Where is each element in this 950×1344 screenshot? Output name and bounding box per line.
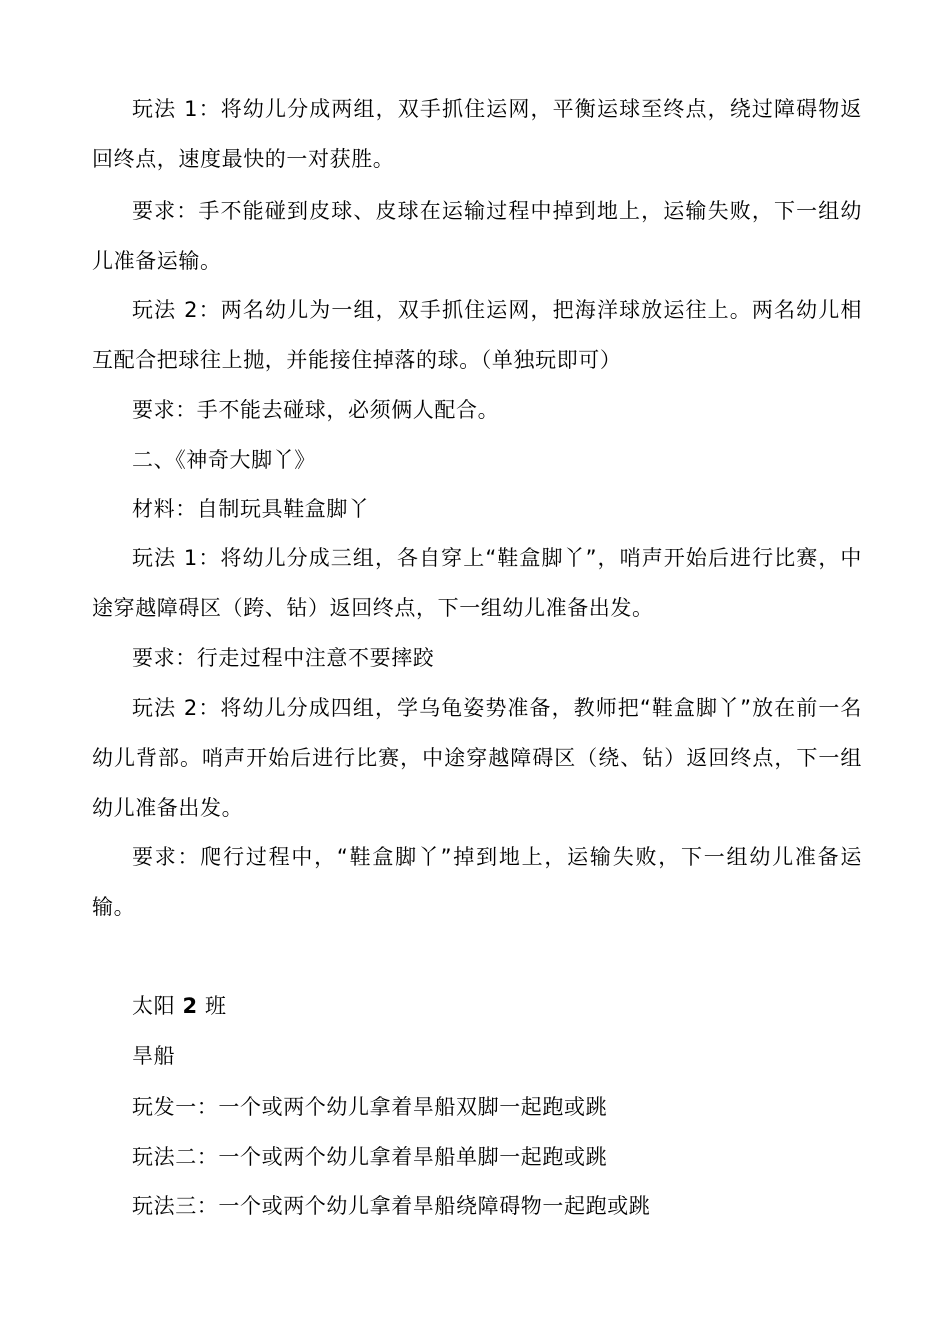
section2-play1: 玩法 1：将幼儿分成三组，各自穿上“鞋盒脚丫”，哨声开始后进行比赛，中途穿越障碍区（跨、钻）返回终点，下一组幼儿准备出发。 xyxy=(92,546,862,620)
section1-play2: 玩法 2：两名幼儿为一组，双手抓住运网，把海洋球放运往上。两名幼儿相互配合把球往上抛，并能接住掉落的球。（单独玩即可） xyxy=(92,298,862,372)
class-heading xyxy=(92,981,862,1031)
class-suffix: 班 xyxy=(197,994,227,1018)
section2-requirement1: 要求：行走过程中注意不要摔跤 xyxy=(132,646,435,670)
section1-requirement1: 要求：手不能碰到皮球、皮球在运输过程中掉到地上，运输失败，下一组幼儿准备运输。 xyxy=(92,199,862,273)
section3-play3: 玩法三：一个或两个幼儿拿着旱船绕障碍物一起跑或跳 xyxy=(132,1194,651,1218)
section2-title: 二、《神奇大脚丫》 xyxy=(132,448,316,472)
section2-play2: 玩法 2：将幼儿分成四组，学乌龟姿势准备，教师把“鞋盒脚丫”放在前一名幼儿背部。哨声开始后进行比赛，中途穿越障碍区（绕、钻）返回终点，下一组幼儿准备出发。 xyxy=(92,696,862,820)
section3-play2: 玩法二：一个或两个幼儿拿着旱船单脚一起跑或跳 xyxy=(132,1145,608,1169)
section2-material: 材料：自制玩具鞋盒脚丫 xyxy=(132,497,370,521)
class-prefix: 太阳 xyxy=(132,994,183,1018)
section3-play1: 玩发一：一个或两个幼儿拿着旱船双脚一起跑或跳 xyxy=(132,1095,608,1119)
section1-play1: 玩法 1：将幼儿分成两组，双手抓住运网，平衡运球至终点，绕过障碍物返回终点，速度最快的一对获胜。 xyxy=(92,97,862,171)
class-number: 2 xyxy=(182,994,198,1018)
section1-requirement2: 要求：手不能去碰球，必须俩人配合。 xyxy=(132,398,500,422)
section3-title: 旱船 xyxy=(132,1044,176,1068)
section2-requirement2: 要求：爬行过程中，“鞋盒脚丫”掉到地上，运输失败，下一组幼儿准备运输。 xyxy=(92,845,862,919)
